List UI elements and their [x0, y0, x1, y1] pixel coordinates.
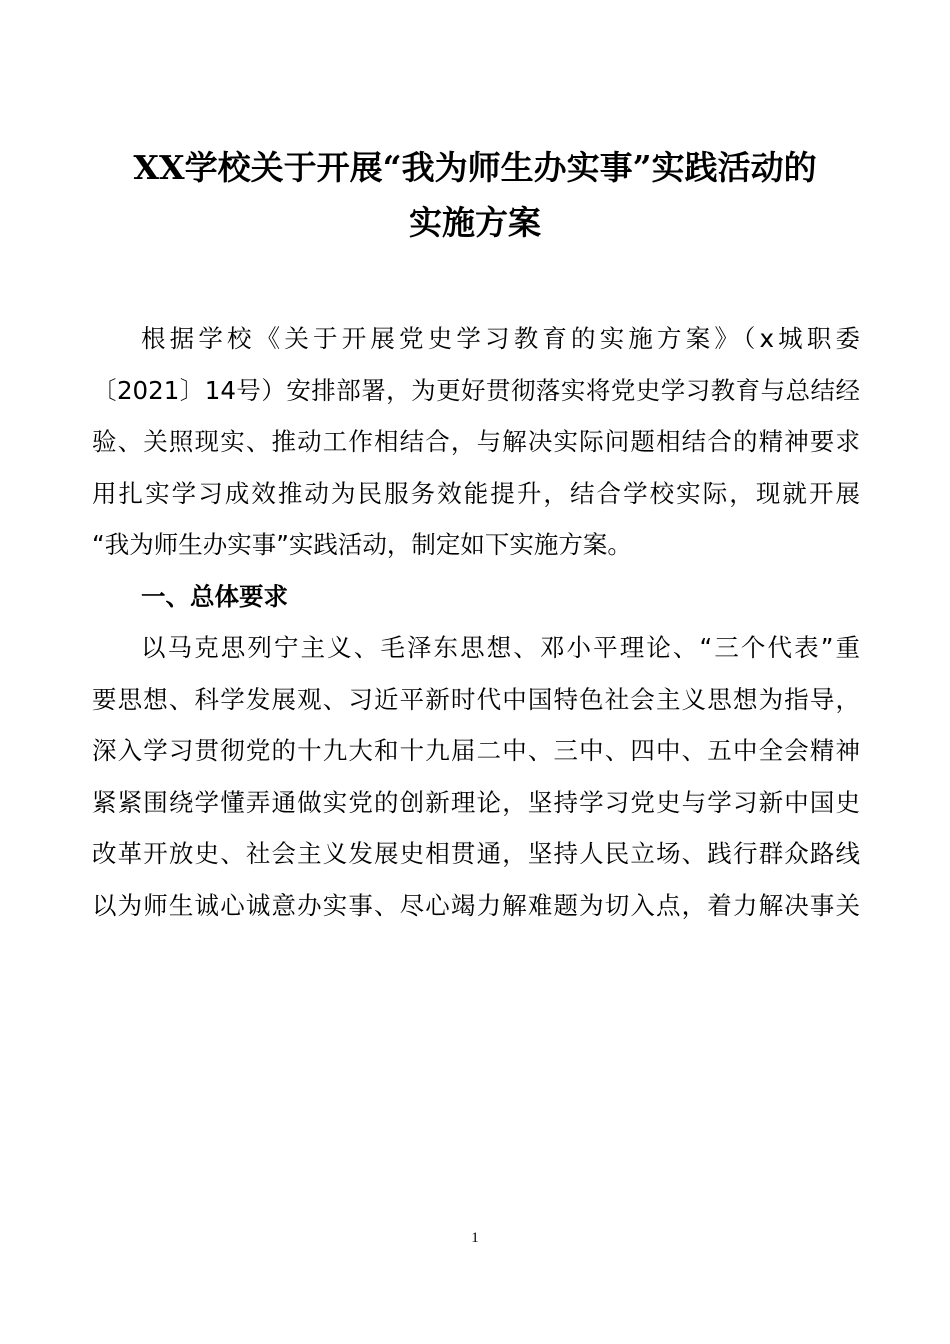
paragraph-line: 验、关照现实、推动工作相结合，与解决实际问题相结合的精神要求	[92, 427, 860, 456]
paragraph-line: 深入学习贯彻党的十九大和十九届二中、三中、四中、五中全会精神	[92, 736, 860, 765]
paragraph-guidance	[92, 622, 860, 931]
document-body	[92, 313, 860, 931]
paragraph-line: 要思想、科学发展观、习近平新时代中国特色社会主义思想为指导，	[92, 684, 860, 714]
paragraph-line: 〔2021〕14号）安排部署，为更好贯彻落实将党史学习教育与总结经	[92, 375, 860, 405]
paragraph-line: 改革开放史、社会主义发展史相贯通，坚持人民立场、践行群众路线	[92, 839, 860, 868]
paragraph-line: 紧紧围绕学懂弄通做实党的创新理论，坚持学习党史与学习新中国史	[92, 787, 860, 817]
paragraph-line: 以为师生诚心诚意办实事、尽心竭力解难题为切入点，着力解决事关	[92, 890, 860, 920]
paragraph-line: 以马克思列宁主义、毛泽东思想、邓小平理论、“三个代表”重	[141, 633, 860, 662]
section-heading-overall-requirements: 一、总体要求	[141, 581, 288, 611]
document-title	[60, 140, 890, 250]
paragraph-line: “我为师生办实事”实践活动，制定如下实施方案。	[92, 530, 632, 559]
paragraph-line: 根据学校《关于开展党史学习教育的实施方案》（x城职委	[141, 324, 860, 353]
title-line-1: XX学校关于开展“我为师生办实事”实践活动的	[133, 148, 817, 187]
page-number: 1	[471, 1230, 479, 1246]
title-line-2: 实施方案	[409, 203, 541, 242]
paragraph-line: 用扎实学习成效推动为民服务效能提升，结合学校实际，现就开展	[92, 478, 860, 508]
paragraph-intro	[92, 313, 860, 571]
